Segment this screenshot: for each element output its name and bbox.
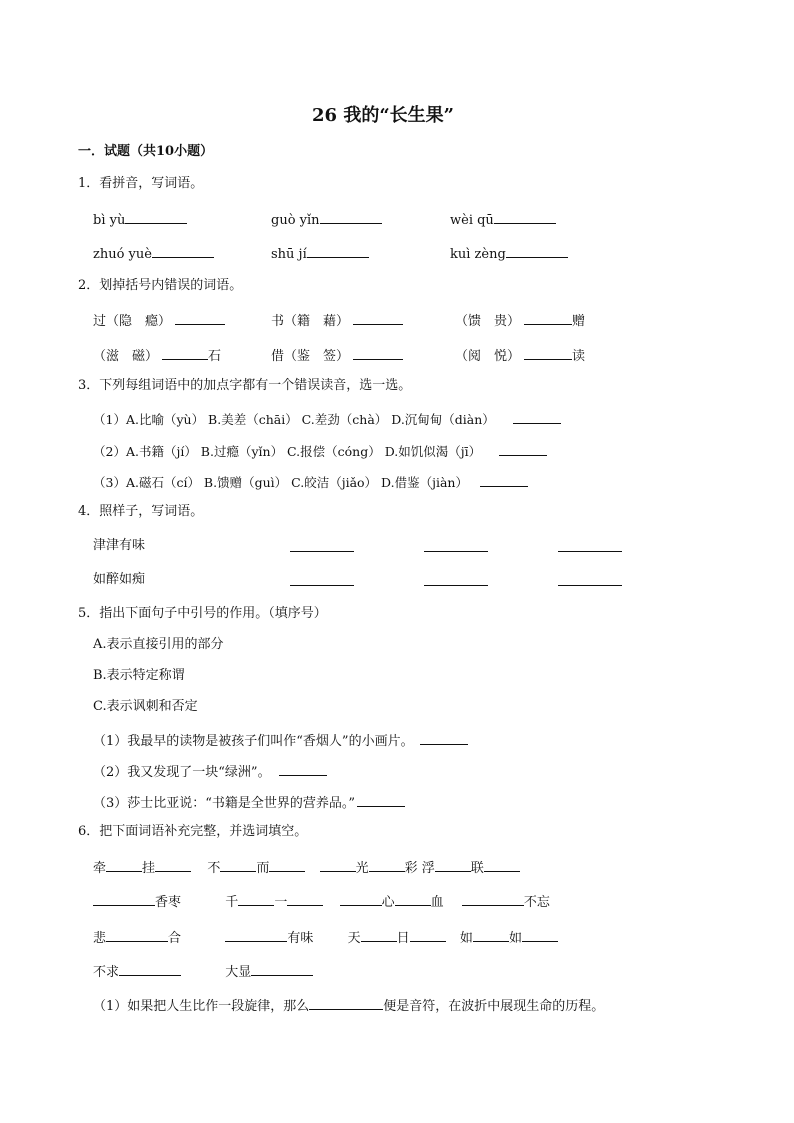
answer-blank[interactable] bbox=[499, 441, 547, 456]
answer-blank[interactable] bbox=[424, 571, 488, 586]
q2-item: （滋 磁） 石 bbox=[93, 345, 221, 366]
q6-row-3: 悲 合 有味 天 日 如 如 bbox=[93, 927, 558, 948]
q5-option: C.表示讽刺和否定 bbox=[93, 699, 198, 714]
q2-item: （阅 悦） 读 bbox=[455, 345, 585, 366]
answer-blank[interactable] bbox=[287, 891, 323, 906]
answer-blank[interactable] bbox=[220, 857, 256, 872]
q2-item: 书（籍 藉） bbox=[271, 310, 403, 331]
answer-blank[interactable] bbox=[369, 857, 405, 872]
q2-stem: 2．划掉括号内错误的词语。 bbox=[78, 278, 243, 293]
answer-blank[interactable] bbox=[152, 243, 214, 258]
answer-blank[interactable] bbox=[269, 857, 305, 872]
q1-item: shū jí bbox=[271, 243, 369, 264]
answer-blank[interactable] bbox=[494, 209, 556, 224]
answer-blank[interactable] bbox=[307, 243, 369, 258]
answer-blank[interactable] bbox=[484, 857, 520, 872]
answer-blank[interactable] bbox=[290, 571, 354, 586]
page-title: 26 我的“长生果” bbox=[312, 105, 455, 126]
q6-row-2: 香枣 千 一 心 血 不忘 bbox=[93, 891, 550, 912]
q5-option: B.表示特定称谓 bbox=[93, 668, 185, 683]
q2-item: 过（隐 瘾） bbox=[93, 310, 225, 331]
q4-example: 如醉如痴 bbox=[93, 572, 146, 587]
q1-item: bì yù bbox=[93, 209, 187, 230]
answer-blank[interactable] bbox=[290, 537, 354, 552]
q1-stem: 1．看拼音，写词语。 bbox=[78, 176, 204, 191]
answer-blank[interactable] bbox=[155, 857, 191, 872]
q4-example: 津津有味 bbox=[93, 538, 146, 553]
q5-stem: 5．指出下面句子中引号的作用。（填序号） bbox=[78, 606, 327, 621]
answer-blank[interactable] bbox=[320, 857, 356, 872]
answer-blank[interactable] bbox=[480, 472, 528, 487]
q1-item: kuì zèng bbox=[450, 243, 568, 264]
answer-blank[interactable] bbox=[225, 927, 287, 942]
answer-blank[interactable] bbox=[473, 927, 509, 942]
q2-item: 借（鉴 签） bbox=[271, 345, 403, 366]
answer-blank[interactable] bbox=[506, 243, 568, 258]
answer-blank[interactable] bbox=[435, 857, 471, 872]
q1-item: zhuó yuè bbox=[93, 243, 214, 264]
q6-row-4: 不求 大显 bbox=[93, 961, 313, 982]
q5-item: （1）我最早的读物是被孩子们叫作“香烟人”的小画片。 bbox=[93, 730, 468, 751]
answer-blank[interactable] bbox=[522, 927, 558, 942]
q5-option: A.表示直接引用的部分 bbox=[93, 637, 224, 652]
answer-blank[interactable] bbox=[309, 995, 383, 1010]
answer-blank[interactable] bbox=[420, 730, 468, 745]
answer-blank[interactable] bbox=[320, 209, 382, 224]
answer-blank[interactable] bbox=[524, 345, 572, 360]
q3-row: （3）A.磁石（cí） B.馈赠（guì） C.皎洁（jiǎo） D.借鉴（jiàn） bbox=[93, 472, 528, 492]
q2-item: （馈 贵） 赠 bbox=[455, 310, 585, 331]
answer-blank[interactable] bbox=[340, 891, 382, 906]
answer-blank[interactable] bbox=[119, 961, 181, 976]
answer-blank[interactable] bbox=[353, 345, 403, 360]
answer-blank[interactable] bbox=[462, 891, 524, 906]
answer-blank[interactable] bbox=[353, 310, 403, 325]
answer-blank[interactable] bbox=[251, 961, 313, 976]
q3-stem: 3．下列每组词语中的加点字都有一个错误读音，选一选。 bbox=[78, 378, 412, 393]
answer-blank[interactable] bbox=[357, 792, 405, 807]
section-heading: 一．试题（共10小题） bbox=[78, 144, 214, 159]
answer-blank[interactable] bbox=[361, 927, 397, 942]
q4-stem: 4．照样子，写词语。 bbox=[78, 504, 204, 519]
answer-blank[interactable] bbox=[558, 537, 622, 552]
q6-sub-question: （1）如果把人生比作一段旋律，那么 便是音符，在波折中展现生命的历程。 bbox=[93, 995, 604, 1016]
q3-row: （1）A.比喻（yù） B.美差（chāi） C.差劲（chà） D.沉甸甸（diàn） bbox=[93, 409, 561, 429]
answer-blank[interactable] bbox=[524, 310, 572, 325]
answer-blank[interactable] bbox=[558, 571, 622, 586]
q5-item: （3）莎士比亚说：“书籍是全世界的营养品。” bbox=[93, 792, 405, 813]
answer-blank[interactable] bbox=[93, 891, 155, 906]
answer-blank[interactable] bbox=[513, 409, 561, 424]
answer-blank[interactable] bbox=[424, 537, 488, 552]
answer-blank[interactable] bbox=[410, 927, 446, 942]
q6-stem: 6．把下面词语补充完整，并选词填空。 bbox=[78, 824, 308, 839]
q3-row: （2）A.书籍（jí） B.过瘾（yǐn） C.报偿（cóng） D.如饥似渴（jī） bbox=[93, 441, 547, 461]
answer-blank[interactable] bbox=[395, 891, 431, 906]
answer-blank[interactable] bbox=[238, 891, 274, 906]
q6-row-1: 牵 挂 不 而 光 彩 浮 联 bbox=[93, 857, 520, 878]
answer-blank[interactable] bbox=[162, 345, 208, 360]
q1-item: wèi qū bbox=[450, 209, 556, 230]
answer-blank[interactable] bbox=[125, 209, 187, 224]
answer-blank[interactable] bbox=[106, 927, 168, 942]
answer-blank[interactable] bbox=[279, 761, 327, 776]
answer-blank[interactable] bbox=[175, 310, 225, 325]
q5-item: （2）我又发现了一块“绿洲”。 bbox=[93, 761, 327, 782]
answer-blank[interactable] bbox=[106, 857, 142, 872]
q1-item: guò yǐn bbox=[271, 209, 382, 230]
